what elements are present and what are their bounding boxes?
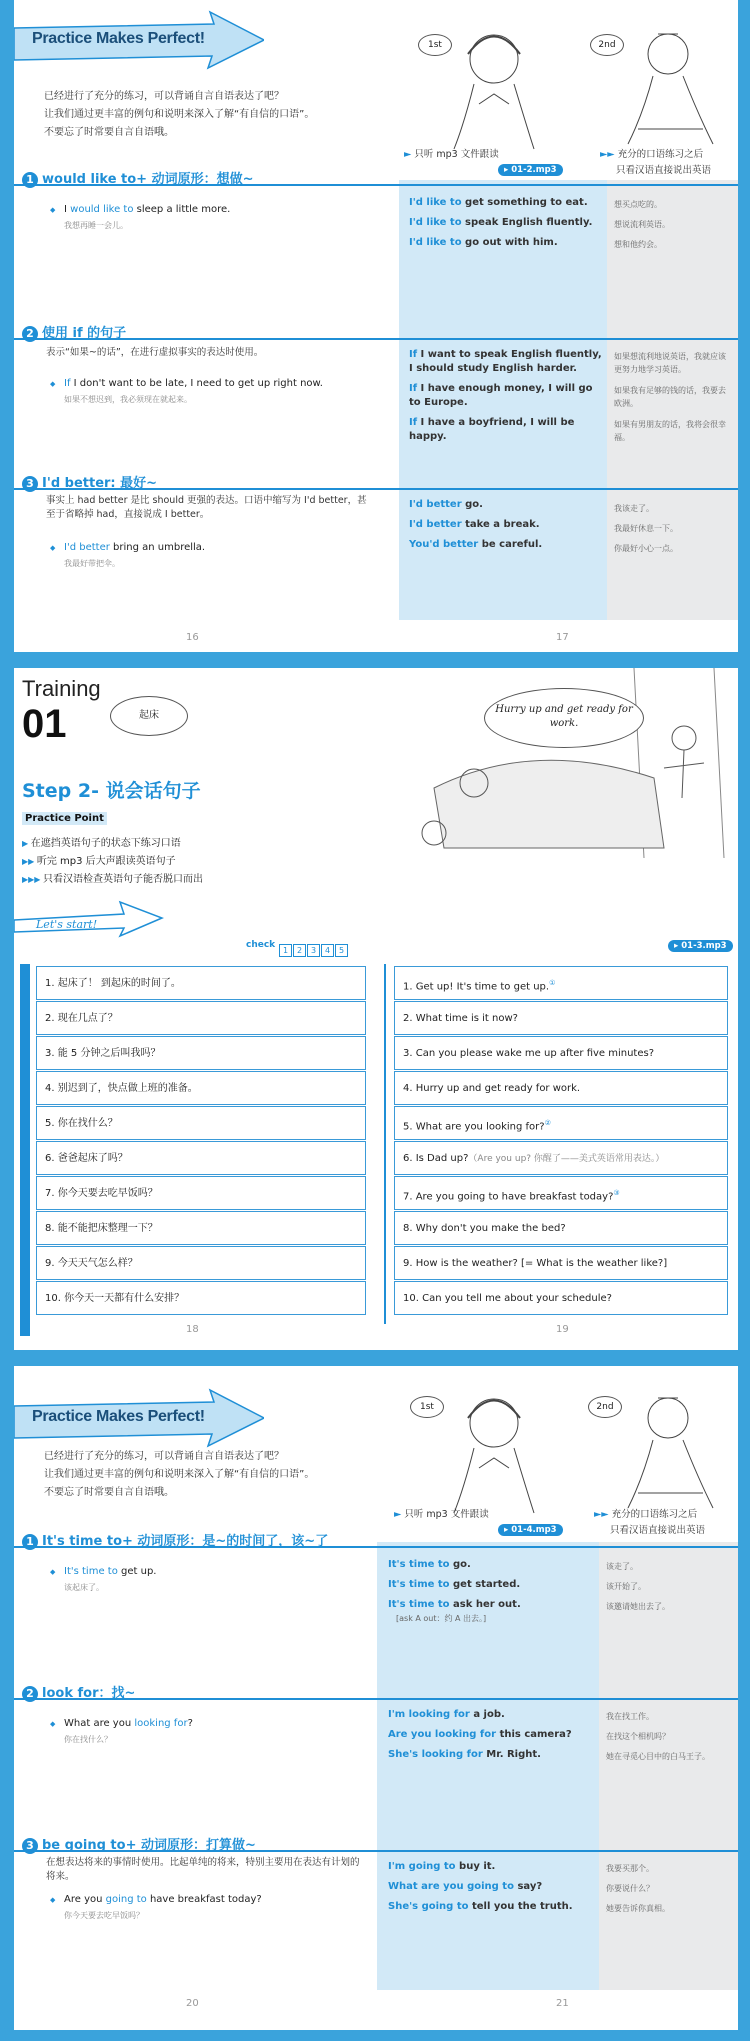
section-1-en: It's time to go. It's time to get started. It's time to ask her out. [ask A out：约 A 出去。] [388,1559,521,1623]
row-zh: 3. 能 5 分钟之后叫我吗？ [36,1036,366,1070]
section-2-example: ◆ If I don't want to be late, I need to get up right now. [64,378,323,389]
practice-point-label: Practice Point [22,812,107,825]
check-boxes [279,938,349,957]
point-2: ▶▶ 听完 mp3 后大声跟读英语句子 [22,856,176,867]
section-3-example: ◆ I'd better bring an umbrella. [64,542,205,553]
section-1-example-zh: 我想再睡一会儿。 [64,221,128,230]
section-3-heading: 3 I'd better: 最好~ [22,472,157,492]
check-label: check [246,940,276,950]
section-2-example-zh: 如果不想迟到，我必须现在就起来。 [64,395,192,404]
row-gloss: （Are you up? 你醒了——美式英语常用表达。） [468,1154,665,1164]
step-title: Step 2- 说会话句子 [22,780,201,802]
row-en [394,1106,728,1140]
banner-title: Practice Makes Perfect! [32,1408,205,1425]
page-number-right: 21 [556,1998,569,2009]
section-1-example-zh: 该起床了。 [64,1583,104,1592]
section-2-example-zh: 你在找什么？ [64,1735,112,1744]
row-en-text: 2. What time is it now? [403,1013,518,1024]
row-en-text: 4. Hurry up and get ready for work. [403,1083,581,1094]
bubble-1st: 1st [418,34,452,56]
section-1-heading: 1 would like to+ 动词原形：想做~ [22,168,254,188]
row-en [394,966,728,1000]
row-zh: 2. 现在几点了？ [36,1001,366,1035]
row-en-text: 8. Why don't you make the bed? [403,1223,566,1234]
row-en [394,1246,728,1280]
grid-separator [384,964,386,1324]
row-zh: 7. 你今天要去吃早饭吗？ [36,1176,366,1210]
page-number-left: 18 [186,1324,199,1335]
tag-speak: ►► 充分的口语练习之后 [594,1509,698,1520]
row-en-text: 10. Can you tell me about your schedule? [403,1293,612,1304]
page-number-right: 17 [556,632,569,643]
row-en-text: 6. Is Dad up? [403,1153,469,1164]
row-zh: 9. 今天天气怎么样？ [36,1246,366,1280]
page-number-left: 20 [186,1998,199,2009]
bubble-1st: 1st [410,1396,444,1418]
bubble-2nd: 2nd [590,34,624,56]
section-3-example: ◆ Are you going to have breakfast today? [64,1894,262,1905]
section-1-example: ◆ It's time to get up. [64,1566,156,1577]
man-writing-illustration [608,1378,728,1518]
row-zh: 6. 爸爸起床了吗？ [36,1141,366,1175]
intro-text: 已经进行了充分的练习，可以背诵自言自语表达了吧？ 让我们通过更丰富的例句和说明来深入了解“有自信的口语”。 不要忘了时常要自言自语哦。 [44,91,315,138]
row-en [394,1211,728,1245]
practice-banner [14,10,264,72]
check-box[interactable]: 1 [279,944,292,957]
training-number: 01 [22,702,67,746]
section-3-heading: 3 be going to+ 动词原形：打算做~ [22,1834,256,1854]
section-1-zh: 该走了。 该开始了。 该邀请她出去了。 [606,1562,670,1611]
page-number-left: 16 [186,632,199,643]
row-en-text: 1. Get up! It's time to get up. [403,981,550,993]
check-box[interactable]: 2 [293,944,306,957]
row-en [394,1281,728,1315]
row-en [394,1176,728,1210]
tag-listen: ► 只听 mp3 文件跟读 [394,1509,489,1520]
intro-text: 已经进行了充分的练习，可以背诵自言自语表达了吧？ 让我们通过更丰富的例句和说明来深入了解“有自信的口语”。 不要忘了时常要自言自语哦。 [44,1451,315,1498]
section-1-zh: 想买点吃的。 想说流利英语。 想和他约会。 [614,200,670,249]
tag-speak-2: 只看汉语直接说出英语 [610,1525,706,1536]
tag-speak: ►► 充分的口语练习之后 [600,149,704,160]
training-label: Training [22,676,101,701]
point-1: ▶ 在遮挡英语句子的状态下练习口语 [22,838,181,849]
row-zh: 10. 你今天一天都有什么安排？ [36,1281,366,1315]
practice-banner [14,1388,264,1450]
mp3-badge[interactable]: ▸ 01-3.mp3 [668,940,733,952]
note-mark: ② [544,1119,551,1127]
row-en-text: 9. How is the weather? [= What is the weather like?] [403,1258,668,1269]
note-mark: ① [549,979,556,987]
check-box[interactable]: 4 [321,944,334,957]
row-zh: 8. 能不能把床整理一下？ [36,1211,366,1245]
section-2-en: I'm looking for a job. Are you looking for this camera? She's looking for Mr. Right. [388,1709,572,1760]
section-2-heading: 2 使用 if 的句子 [22,322,126,342]
lets-start-label: Let's start! [36,918,98,931]
spread-pages-16-17 [14,0,738,652]
section-1-heading: 1 It's time to+ 动词原形：是~的时间了，该~了 [22,1530,328,1550]
check-box[interactable]: 5 [335,944,348,957]
section-3-zh: 我该走了。 我最好休息一下。 你最好小心一点。 [614,504,678,553]
section-3-en: I'd better go. I'd better take a break. You'd better be careful. [409,499,543,550]
section-3-note: 在想表达将来的事情时使用。比起单纯的将来，特别主要用在表达有计划的将来。 [46,1857,360,1882]
section-2-example: ◆ What are you looking for? [64,1718,193,1729]
section-3-zh: 我要买那个。 你要说什么？ 她要告诉你真相。 [606,1864,670,1913]
row-en [394,1036,728,1070]
mp3-badge[interactable]: ▸ 01-2.mp3 [498,164,563,176]
row-zh: 1. 起床了！ 到起床的时间了。 [36,966,366,1000]
section-2-zh: 如果想流利地说英语，我就应该更努力地学习英语。 如果我有足够的钱的话，我要去欧洲。 如果有男朋友的话，我将会很幸福。 [614,352,726,442]
banner-title: Practice Makes Perfect! [32,30,205,47]
row-en-text: 3. Can you please wake me up after five minutes? [403,1048,655,1059]
spread-pages-18-19 [14,668,738,1350]
row-en [394,1001,728,1035]
section-3-example-zh: 我最好带把伞。 [64,559,120,568]
mp3-badge[interactable]: ▸ 01-4.mp3 [498,1524,563,1536]
section-1-en: I'd like to get something to eat. I'd like to speak English fluently. I'd like to go out with him. [409,197,593,248]
section-1-example: ◆ I would like to sleep a little more. [64,204,230,215]
section-2-heading: 2 look for：找~ [22,1682,135,1702]
section-2-zh: 我在找工作。 在找这个相机吗？ 她在寻觅心目中的白马王子。 [606,1712,710,1761]
tag-speak-2: 只看汉语直接说出英语 [616,165,712,176]
note-mark: ③ [613,1189,620,1197]
topic-bubble: 起床 [110,696,188,736]
row-zh: 4. 别迟到了，快点做上班的准备。 [36,1071,366,1105]
girl-headphones-illustration [434,1378,554,1518]
row-en [394,1141,728,1175]
bubble-2nd: 2nd [588,1396,622,1418]
tag-listen: ► 只听 mp3 文件跟读 [404,149,499,160]
girl-headphones-illustration [434,14,554,154]
row-zh: 5. 你在找什么？ [36,1106,366,1140]
check-box[interactable]: 3 [307,944,320,957]
section-2-en: If I want to speak English fluently, I should study English harder. If I have enough money, I will go to Europe. If I have a boyfriend, I will be happy. [409,349,602,442]
point-3: ▶▶▶ 只看汉语检查英语句子能否脱口而出 [22,874,203,885]
man-writing-illustration [608,14,728,154]
row-en-text: 5. What are you looking for? [403,1121,545,1133]
section-2-note: 表示“如果~的话”，在进行虚拟事实的表达时使用。 [46,347,264,358]
section-3-example-zh: 你今天要去吃早饭吗？ [64,1911,144,1920]
section-3-en: I'm going to buy it. What are you going to say? She's going to tell you the truth. [388,1861,573,1912]
speech-bubble: Hurry up and get ready for work. [484,688,644,748]
page-number-right: 19 [556,1324,569,1335]
section-3-note: 事实上 had better 是比 should 更强的表达。口语中缩写为 I'd better，甚至于省略掉 had，直接说成 I better。 [46,495,367,520]
spread-pages-20-21 [14,1366,738,2030]
row-en [394,1071,728,1105]
row-en-text: 7. Are you going to have breakfast today? [403,1191,614,1203]
